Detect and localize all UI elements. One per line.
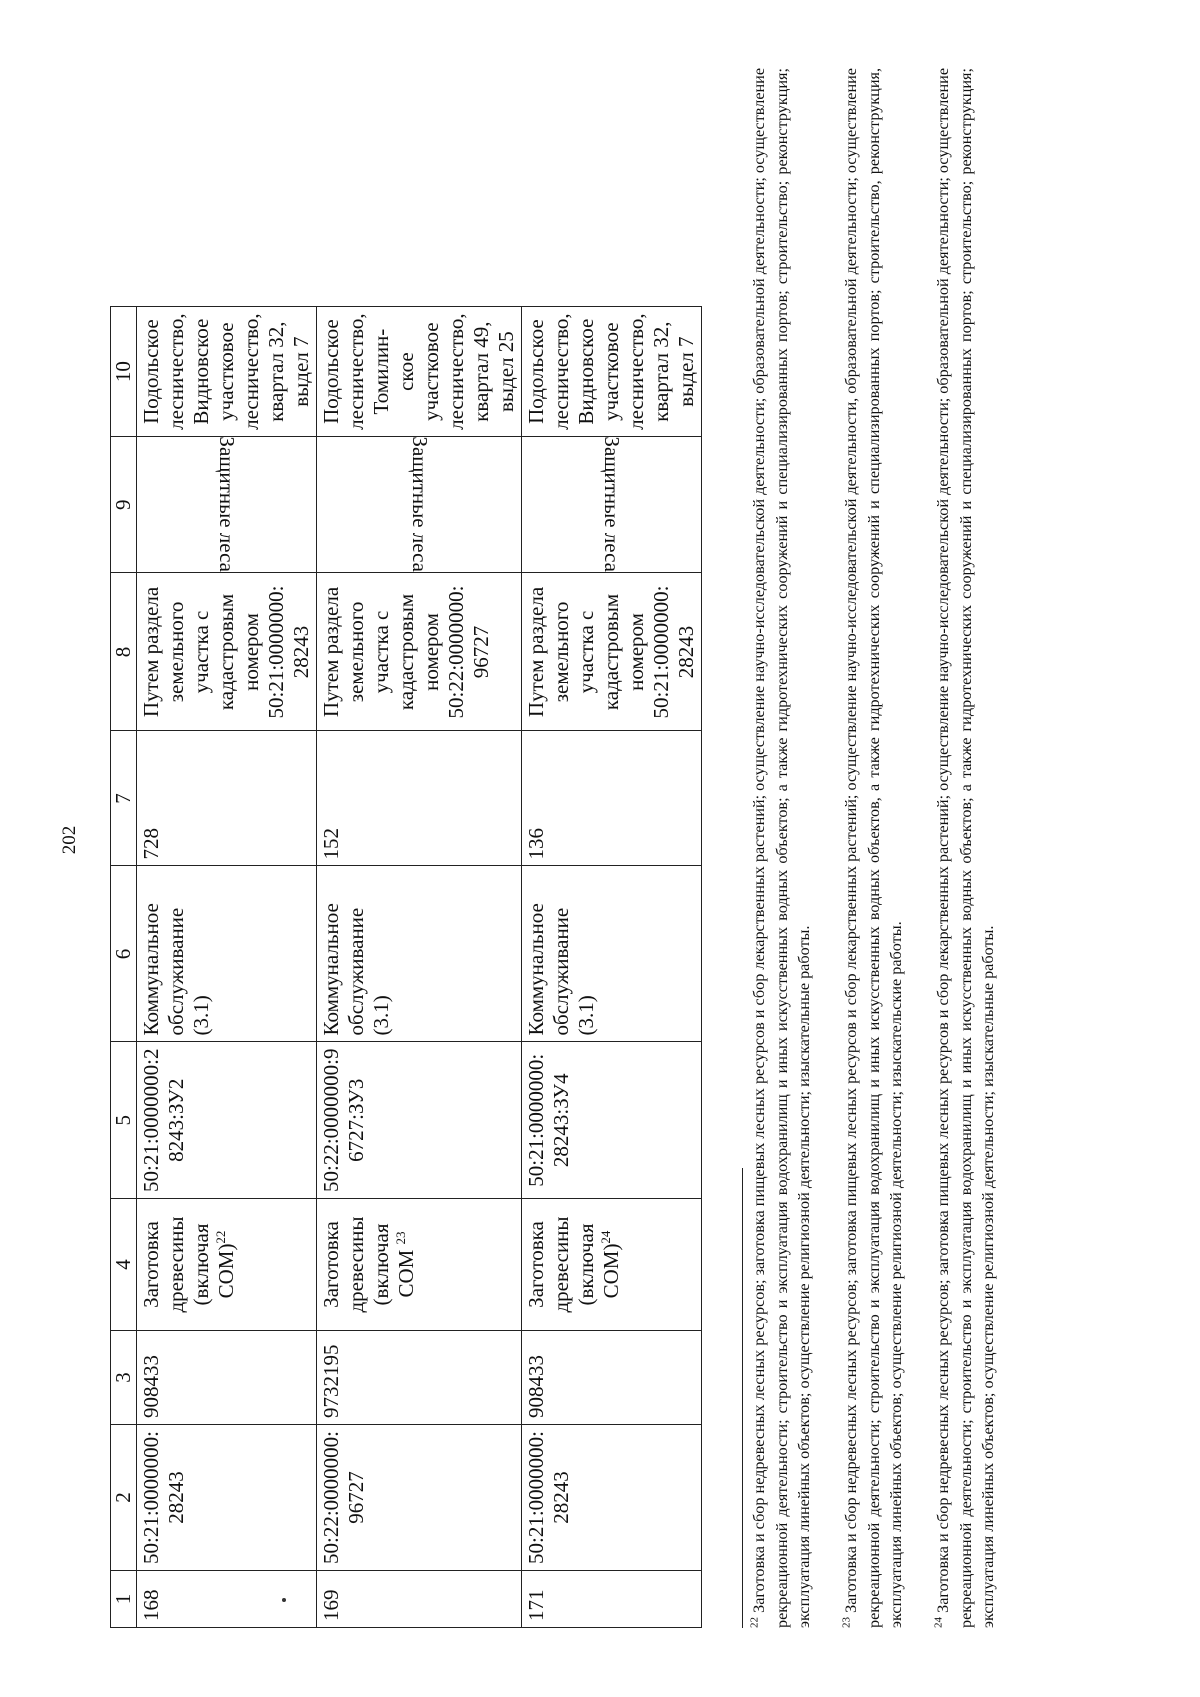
column-header: 1 [111,1571,137,1628]
cell-forest-category [137,436,317,573]
cell-location: Подольское лесничество, Томилин- ское участковое лесничество, квартал 49, выдел 25 [317,307,522,437]
cell-usage-type [137,1198,317,1330]
usage-type-text: Заготовка древесины (включая СОМ) [139,1216,238,1313]
footnote [840,68,908,1628]
land-plot-table [110,306,702,1628]
cell-forest-category [522,436,702,573]
footnote-ref: 22 [213,1230,228,1244]
footnote [748,68,816,1628]
cell-plot-area: 152 [317,731,522,866]
cell-area: 9732195 [317,1330,522,1424]
cell-number: 169 [317,1571,522,1628]
footnote-ref: 23 [393,1231,408,1245]
forest-category-text: Защитные леса [215,436,239,573]
usage-type-text: Заготовка древесины (включая СОМ [319,1216,418,1313]
footnote-text: Заготовка и сбор недревесных лесных ресурсов; заготовка пищевых лесных ресурсов и сбор лекарственных растений; осуществление научно-исследовательской деятельности, образовательной деятельности; осуществление рекреационной деятельности; строительство и эксплуатация водохранилищ и иных искусственных водных объектов, а также гидротехнических сооружений и специализированных портов; строительство, реконструкция, эксплуатация линейных объектов; осуществление религиозной деятельности; изыскательские работы. [842,68,905,1628]
cell-plot-id: 50:22:0000000:9 6727:ЗУ3 [317,1042,522,1199]
cell-formation-method: Путем раздела земельного участка с кадастровым номером 50:21:0000000: 28243 [522,573,702,731]
forest-category-text: Защитные леса [600,436,624,573]
table-header-row [111,307,137,1628]
cell-permitted-use: Коммунальное обслуживание (3.1) [317,866,522,1042]
column-header: 4 [111,1198,137,1330]
footnote-text: Заготовка и сбор недревесных лесных ресурсов; заготовка пищевых лесных ресурсов и сбор лекарственных растений; осуществление научно-исследовательской деятельности; образовательной деятельности; осуществление рекреационной деятельности; строительство и эксплуатация водохранилищ и иных искусственных водных объектов; а также гидротехнических сооружений и специализированных портов; строительство; реконструкция; эксплуатация линейных объектов; осуществление религиозной деятельности; изыскательные работы. [750,67,813,1628]
cell-cadastral-number: 50:21:0000000: 28243 [522,1424,702,1570]
cell-cadastral-number: 50:22:0000000: 96727 [317,1424,522,1570]
cell-area: 908433 [137,1330,317,1424]
cell-area: 908433 [522,1330,702,1424]
cell-formation-method: Путем раздела земельного участка с кадастровым номером 50:22:0000000: 96727 [317,573,522,731]
column-header: 10 [111,307,137,437]
footnote-number: 23 [840,1617,853,1628]
cell-plot-id: 50:21:0000000:2 8243:ЗУ2 [137,1042,317,1199]
cell-location: Подольское лесничество, Видновское участковое лесничество, квартал 32, выдел 7 [137,307,317,437]
cell-plot-area: 728 [137,731,317,866]
column-header: 8 [111,573,137,731]
column-header: 7 [111,731,137,866]
footnote-number: 22 [748,1617,761,1628]
table-row [317,307,522,1628]
usage-type-text: Заготовка древесины (включая СОМ) [524,1216,623,1313]
cell-permitted-use: Коммунальное обслуживание (3.1) [137,866,317,1042]
column-header: 2 [111,1424,137,1570]
rotated-page-content [110,68,1200,1628]
column-header: 9 [111,436,137,573]
cell-cadastral-number: 50:21:0000000: 28243 [137,1424,317,1570]
forest-category-text: Защитные леса [407,436,432,573]
footnote-ref: 24 [598,1230,613,1244]
cell-permitted-use: Коммунальное обслуживание (3.1) [522,866,702,1042]
cell-plot-area: 136 [522,731,702,866]
footnote-text: Заготовка и сбор недревесных лесных ресурсов; заготовка пищевых лесных ресурсов и сбор лекарственных растений; осуществление научно-исследовательской деятельности; образовательной деятельности; осуществление рекреационной деятельности; строительство и эксплуатация водохранилищ и иных искусственных водных объектов; а также гидротехнических сооружений и специализированных портов; строительство; реконструкция; эксплуатация линейных объектов; осуществление религиозной деятельности; изыскательные работы. [934,67,997,1628]
footnote-separator [742,1168,743,1628]
cell-number: 171 [522,1571,702,1628]
table-row [522,307,702,1628]
cell-usage-type [522,1198,702,1330]
cell-plot-id: 50:21:0000000: 28243:ЗУ4 [522,1042,702,1199]
column-header: 6 [111,866,137,1042]
page-number: 202 [59,825,80,855]
column-header: 3 [111,1330,137,1424]
cell-usage-type [317,1198,522,1330]
cell-forest-category [317,436,522,573]
cell-location: Подольское лесничество, Видновское участковое лесничество, квартал 32, выдел 7 [522,307,702,437]
table-row [137,307,317,1628]
cell-number: 168 [137,1571,317,1628]
cell-formation-method: Путем раздела земельного участка с кадастровым номером 50:21:0000000: 28243 [137,573,317,731]
footnote-number: 24 [932,1617,945,1628]
footnote [932,68,1000,1628]
column-header: 5 [111,1042,137,1199]
